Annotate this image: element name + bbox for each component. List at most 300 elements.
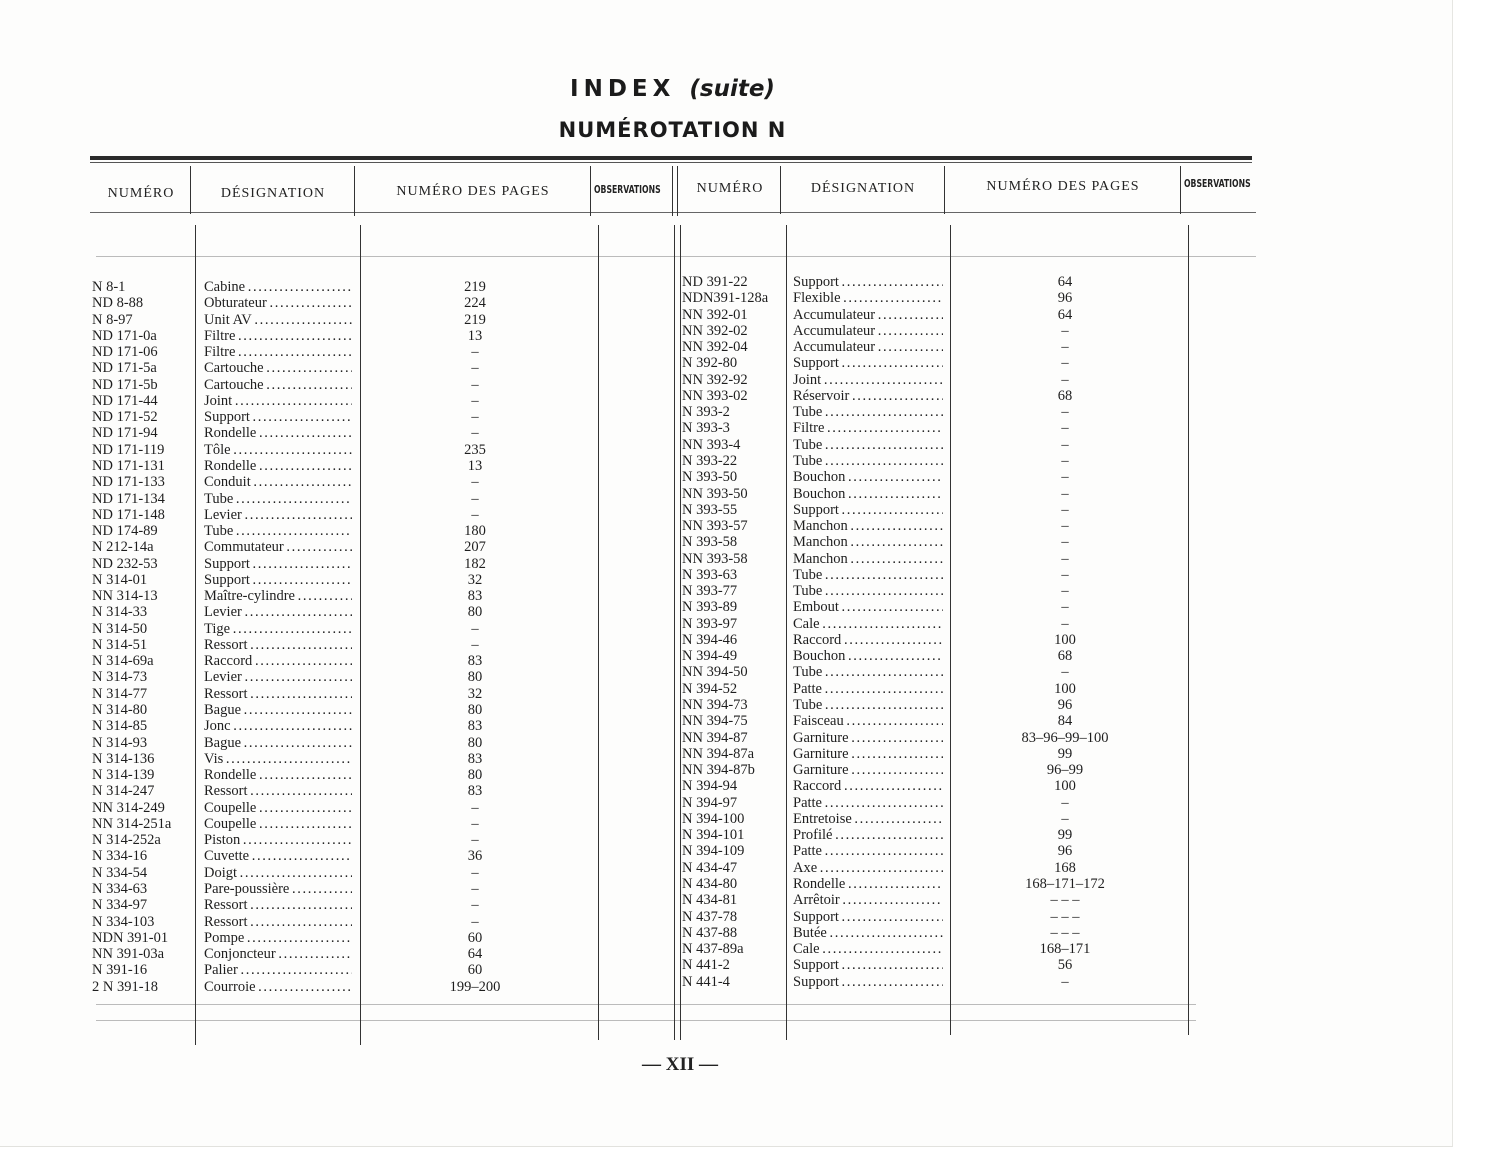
part-designation: [793, 795, 943, 811]
part-designation: [793, 925, 943, 941]
designation-text: Courroie: [204, 978, 256, 995]
part-designation: [204, 881, 352, 897]
part-number: N 314-50: [92, 620, 148, 637]
col-sep: [590, 166, 591, 216]
page-numbers: 68: [1057, 648, 1073, 665]
designation-text: Garniture: [793, 762, 849, 779]
part-designation: [793, 730, 943, 746]
part-number: N 393-50: [682, 469, 738, 486]
designation-text: Cabine: [204, 279, 246, 295]
page-numbers: –: [1061, 664, 1069, 681]
page-numbers: –: [471, 344, 479, 361]
page-numbers: –: [1061, 566, 1069, 583]
designation-text: Bouchon: [793, 469, 846, 486]
part-number: N 314-136: [92, 750, 155, 767]
page-numbers: –: [471, 897, 479, 914]
col-sep: [950, 225, 951, 1035]
page-numbers: 36: [467, 848, 483, 865]
page-numbers: –: [471, 799, 479, 816]
part-designation: [204, 962, 352, 978]
part-designation: [793, 876, 943, 892]
header-pages-right: NUMÉRO DES PAGES: [986, 179, 1140, 194]
part-number: ND 171-44: [92, 392, 158, 409]
part-designation: [204, 312, 352, 328]
part-number: NN 392-92: [682, 371, 748, 388]
page-numbers: 32: [467, 685, 483, 702]
part-number: N 334-103: [92, 913, 155, 930]
header-numero-left: NUMÉRO: [107, 186, 175, 201]
designation-text: Pompe: [204, 929, 245, 946]
part-designation: [204, 556, 352, 572]
part-number: N 334-16: [92, 848, 148, 865]
page-numbers: 83: [467, 653, 483, 670]
part-designation: [204, 621, 352, 637]
page-numbers: 83: [467, 783, 483, 800]
part-number: NN 392-01: [682, 306, 748, 323]
col-sep: [354, 166, 355, 216]
designation-text: Jonc: [204, 718, 231, 735]
designation-text: Support: [793, 501, 839, 518]
page-numbers: 168: [1054, 859, 1076, 876]
page-numbers: 96: [1057, 843, 1073, 860]
part-designation: [204, 767, 352, 783]
part-designation: [793, 811, 943, 827]
designation-text: Tube: [793, 566, 823, 583]
designation-text: Levier: [204, 669, 242, 686]
part-number: N 393-77: [682, 583, 738, 600]
part-designation: [204, 637, 352, 653]
page-numbers: –: [471, 913, 479, 930]
page-numbers: – – –: [1050, 908, 1080, 925]
designation-text: Tube: [204, 490, 234, 507]
col-sep: [598, 225, 599, 1040]
designation-text: Réservoir: [793, 387, 850, 404]
part-number: NN 394-75: [682, 713, 748, 730]
part-number: NN 314-249: [92, 799, 165, 816]
page-numbers: –: [471, 474, 479, 491]
designation-text: Cale: [793, 615, 820, 632]
part-designation: [793, 567, 943, 583]
part-number: NN 392-04: [682, 339, 748, 356]
page-numbers: 83: [467, 718, 483, 735]
part-designation: [204, 458, 352, 474]
part-designation: [793, 892, 943, 908]
part-designation: [204, 735, 352, 751]
page-numbers: –: [1061, 469, 1069, 486]
part-number: N 393-3: [682, 420, 730, 437]
designation-text: Tôle: [204, 441, 231, 458]
designation-text: Patte: [793, 843, 822, 860]
part-designation: [204, 279, 352, 295]
designation-text: Conjoncteur: [204, 946, 276, 963]
part-number: NN 391-03a: [92, 946, 165, 963]
part-number: N 393-63: [682, 566, 738, 583]
page-numbers: 100: [1054, 631, 1076, 648]
part-number: N 8-1: [92, 279, 126, 295]
part-designation: [204, 328, 352, 344]
designation-text: Cartouche: [204, 376, 264, 393]
part-designation: [204, 865, 352, 881]
part-number: ND 171-5b: [92, 376, 158, 393]
title-suffix: (suite): [689, 76, 775, 102]
part-number: N 392-80: [682, 355, 738, 372]
part-designation: [793, 616, 943, 632]
part-number: N 437-89a: [682, 941, 744, 958]
designation-text: Profilé: [793, 827, 833, 844]
part-designation: [793, 664, 943, 680]
part-number: N 394-49: [682, 648, 738, 665]
designation-text: Raccord: [793, 631, 842, 648]
part-designation: [793, 486, 943, 502]
designation-text: Patte: [793, 794, 822, 811]
page-numbers: 99: [1057, 745, 1073, 762]
part-number: N 394-100: [682, 810, 745, 827]
part-designation: [793, 713, 943, 729]
designation-text: Axe: [793, 859, 818, 876]
part-number: NN 394-87a: [682, 745, 755, 762]
page-numbers: –: [1061, 322, 1069, 339]
col-sep: [780, 166, 781, 214]
designation-text: Filtre: [793, 420, 825, 437]
page-numbers: –: [1061, 599, 1069, 616]
part-number: N 391-16: [92, 962, 148, 979]
part-designation: [793, 941, 943, 957]
page-numbers: –: [471, 376, 479, 393]
part-number: N 334-97: [92, 897, 148, 914]
part-number: N 434-81: [682, 892, 738, 909]
page-numbers: 83: [467, 588, 483, 605]
page-numbers: –: [471, 880, 479, 897]
part-designation: [793, 437, 943, 453]
center-sep: [674, 225, 675, 1040]
col-sep: [195, 225, 196, 1045]
page-numbers: 182: [464, 555, 486, 572]
page-numbers: –: [471, 490, 479, 507]
part-number: N 8-97: [92, 311, 133, 328]
page-numbers: 100: [1054, 778, 1076, 795]
part-designation: [204, 914, 352, 930]
designation-text: Entretoise: [793, 810, 852, 827]
page-numbers: –: [1061, 436, 1069, 453]
part-number: ND 171-0a: [92, 327, 157, 344]
designation-text: Support: [793, 355, 839, 372]
page-numbers: 168–171: [1039, 941, 1091, 958]
designation-text: Support: [204, 409, 250, 426]
part-number: N 441-4: [682, 973, 730, 990]
designation-text: Maître-cylindre: [204, 588, 295, 605]
part-designation: [204, 751, 352, 767]
designation-text: Manchon: [793, 550, 848, 567]
part-designation: [793, 372, 943, 388]
designation-text: Bague: [204, 702, 242, 719]
part-designation: [793, 681, 943, 697]
part-number: NN 394-87b: [682, 762, 755, 779]
designation-text: Cartouche: [204, 360, 264, 377]
part-designation: [204, 832, 352, 848]
part-number: N 394-52: [682, 680, 738, 697]
designation-text: Accumulateur: [793, 339, 876, 356]
part-number: 2 N 391-18: [92, 978, 159, 995]
part-designation: [204, 816, 352, 832]
designation-text: Bouchon: [793, 648, 846, 665]
page-numbers: –: [1061, 518, 1069, 535]
page-numbers: 84: [1057, 713, 1073, 730]
part-designation: [793, 778, 943, 794]
part-number: N 314-69a: [92, 653, 154, 670]
part-designation: [204, 588, 352, 604]
designation-text: Piston: [204, 832, 241, 849]
page-numbers: –: [471, 832, 479, 849]
part-designation: [204, 897, 352, 913]
part-number: N 393-58: [682, 534, 738, 551]
designation-text: Pare-poussière: [204, 880, 290, 897]
designation-text: Rondelle: [204, 425, 257, 442]
part-designation: [793, 746, 943, 762]
page-numbers: –: [471, 360, 479, 377]
page-numbers: –: [1061, 810, 1069, 827]
part-designation: [204, 572, 352, 588]
part-number: N 314-85: [92, 718, 148, 735]
part-number: NN 314-251a: [92, 815, 172, 832]
part-designation: [204, 946, 352, 962]
designation-text: Doigt: [204, 864, 238, 881]
part-number: N 314-73: [92, 669, 148, 686]
page-numbers: –: [1061, 339, 1069, 356]
designation-text: Joint: [793, 371, 822, 388]
part-number: N 393-89: [682, 599, 738, 616]
part-designation: [204, 474, 352, 490]
designation-text: Accumulateur: [793, 322, 876, 339]
designation-text: Faisceau: [793, 713, 844, 730]
page-numbers: – – –: [1050, 892, 1080, 909]
designation-text: Rondelle: [204, 767, 257, 784]
designation-text: Ressort: [204, 636, 248, 653]
page-numbers: –: [1061, 550, 1069, 567]
part-number: N 437-78: [682, 908, 738, 925]
part-designation: [793, 632, 943, 648]
top-rule-thin: [90, 162, 1252, 163]
part-number: N 314-80: [92, 702, 148, 719]
designation-text: Embout: [793, 599, 839, 616]
designation-text: Cale: [793, 941, 820, 958]
designation-text: Raccord: [793, 778, 842, 795]
part-number: NDN391-128a: [682, 290, 769, 307]
page-numbers: –: [1061, 501, 1069, 518]
designation-text: Arrêtoir: [793, 892, 840, 909]
part-designation: [793, 860, 943, 876]
part-designation: [204, 523, 352, 539]
part-designation: [793, 339, 943, 355]
page-numbers: 199–200: [449, 978, 501, 995]
part-number: ND 171-52: [92, 409, 158, 426]
page-numbers: –: [1061, 371, 1069, 388]
part-number: NN 393-58: [682, 550, 748, 567]
part-designation: [793, 827, 943, 843]
designation-text: Cuvette: [204, 848, 250, 865]
designation-text: Coupelle: [204, 815, 257, 832]
part-designation: [793, 274, 943, 290]
part-number: N 314-33: [92, 604, 148, 621]
part-designation: [204, 425, 352, 441]
part-designation: [793, 453, 943, 469]
page-numbers: 168–171–172: [1025, 875, 1105, 892]
part-designation: [204, 604, 352, 620]
header-observations-left: OBSERVATIONS: [594, 183, 661, 196]
part-number: N 393-22: [682, 452, 738, 469]
part-number: ND 171-5a: [92, 360, 157, 377]
part-designation: [793, 762, 943, 778]
part-number: ND 171-131: [92, 457, 165, 474]
part-number: N 314-01: [92, 571, 148, 588]
part-number: NN 392-02: [682, 322, 748, 339]
col-sep: [786, 225, 787, 1040]
part-designation: [793, 388, 943, 404]
page-numbers: 80: [467, 767, 483, 784]
page-numbers: –: [471, 506, 479, 523]
page-numbers: 83: [467, 750, 483, 767]
designation-text: Garniture: [793, 729, 849, 746]
part-number: N 334-54: [92, 864, 148, 881]
designation-text: Joint: [204, 392, 233, 409]
page-numbers: –: [471, 620, 479, 637]
top-rule: [90, 156, 1252, 160]
part-number: N 314-252a: [92, 832, 161, 849]
part-designation: [793, 355, 943, 371]
part-designation: [793, 697, 943, 713]
col-sep: [1188, 225, 1189, 1035]
part-number: ND 171-119: [92, 441, 165, 458]
part-number: N 393-55: [682, 501, 738, 518]
header-numero-right: NUMÉRO: [696, 181, 764, 196]
part-number: ND 174-89: [92, 523, 158, 540]
part-designation: [793, 648, 943, 664]
part-designation: [204, 930, 352, 946]
page-numbers: 207: [464, 539, 486, 556]
page-numbers: –: [471, 425, 479, 442]
page-numbers: 80: [467, 669, 483, 686]
col-sep: [360, 225, 361, 1045]
page-numbers: 83–96–99–100: [1021, 729, 1109, 746]
header-designation-left: DÉSIGNATION: [220, 186, 326, 201]
page-numbers: –: [471, 636, 479, 653]
bottom-rule-2: [96, 1020, 1196, 1021]
page-numbers: 80: [467, 604, 483, 621]
page-numbers: 56: [1057, 957, 1073, 974]
part-number: N 394-46: [682, 631, 738, 648]
part-number: ND 171-148: [92, 506, 165, 523]
part-number: ND 391-22: [682, 274, 748, 290]
part-designation: [204, 295, 352, 311]
col-sep: [1180, 166, 1181, 214]
part-designation: [793, 404, 943, 420]
part-designation: [204, 653, 352, 669]
page-numbers: –: [1061, 355, 1069, 372]
part-number: N 394-94: [682, 778, 738, 795]
col-sep: [190, 166, 191, 214]
page-numbers: 13: [467, 457, 483, 474]
header-observations-right: OBSERVATIONS: [1184, 177, 1251, 190]
part-number: NN 394-87: [682, 729, 748, 746]
designation-text: Tube: [204, 523, 234, 540]
page-numbers: 219: [464, 311, 486, 328]
page-numbers: –: [1061, 404, 1069, 421]
designation-text: Flexible: [793, 290, 841, 307]
center-sep: [672, 166, 673, 216]
page-numbers: 64: [1057, 274, 1073, 290]
part-designation: [793, 420, 943, 436]
part-number: N 393-97: [682, 615, 738, 632]
part-number: NN 393-4: [682, 436, 741, 453]
part-designation: [204, 718, 352, 734]
part-designation: [204, 702, 352, 718]
header-rule: [90, 212, 1256, 213]
part-number: N 394-109: [682, 843, 745, 860]
part-designation: [204, 377, 352, 393]
part-number: ND 171-133: [92, 474, 165, 491]
designation-text: Support: [793, 973, 839, 990]
part-number: N 334-63: [92, 880, 148, 897]
part-designation: [204, 979, 352, 995]
part-designation: [793, 469, 943, 485]
designation-text: Filtre: [204, 344, 236, 361]
part-designation: [793, 957, 943, 973]
part-designation: [204, 783, 352, 799]
spacer-rule: [96, 256, 1256, 257]
designation-text: Support: [793, 908, 839, 925]
part-number: ND 8-88: [92, 295, 144, 312]
part-designation: [204, 344, 352, 360]
designation-text: Ressort: [204, 913, 248, 930]
title-text: INDEX: [570, 76, 676, 102]
page-numbers: 219: [464, 279, 486, 295]
designation-text: Vis: [204, 750, 224, 767]
designation-text: Raccord: [204, 653, 253, 670]
part-number: NN 394-50: [682, 664, 748, 681]
designation-text: Support: [793, 274, 839, 290]
page-numbers: – – –: [1050, 924, 1080, 941]
part-number: N 394-101: [682, 827, 745, 844]
page-numbers: –: [1061, 794, 1069, 811]
designation-text: Rondelle: [793, 875, 846, 892]
page-numbers: –: [471, 392, 479, 409]
part-designation: [204, 800, 352, 816]
part-number: NN 314-13: [92, 588, 158, 605]
col-sep: [944, 166, 945, 214]
designation-text: Accumulateur: [793, 306, 876, 323]
designation-text: Bouchon: [793, 485, 846, 502]
part-number: NN 393-02: [682, 387, 748, 404]
designation-text: Rondelle: [204, 457, 257, 474]
part-number: NN 394-73: [682, 697, 748, 714]
page-numbers: –: [1061, 534, 1069, 551]
designation-text: Garniture: [793, 745, 849, 762]
page-numbers: 80: [467, 702, 483, 719]
designation-text: Levier: [204, 506, 242, 523]
designation-text: Tube: [793, 404, 823, 421]
page-numbers: 80: [467, 734, 483, 751]
part-number: N 441-2: [682, 957, 730, 974]
header-pages-left: NUMÉRO DES PAGES: [396, 184, 550, 199]
part-designation: [793, 599, 943, 615]
designation-text: Obturateur: [204, 295, 267, 312]
designation-text: Ressort: [204, 897, 248, 914]
part-designation: [793, 323, 943, 339]
part-designation: [204, 686, 352, 702]
designation-text: Coupelle: [204, 799, 257, 816]
designation-text: Support: [204, 571, 250, 588]
designation-text: Filtre: [204, 327, 236, 344]
part-designation: [204, 507, 352, 523]
